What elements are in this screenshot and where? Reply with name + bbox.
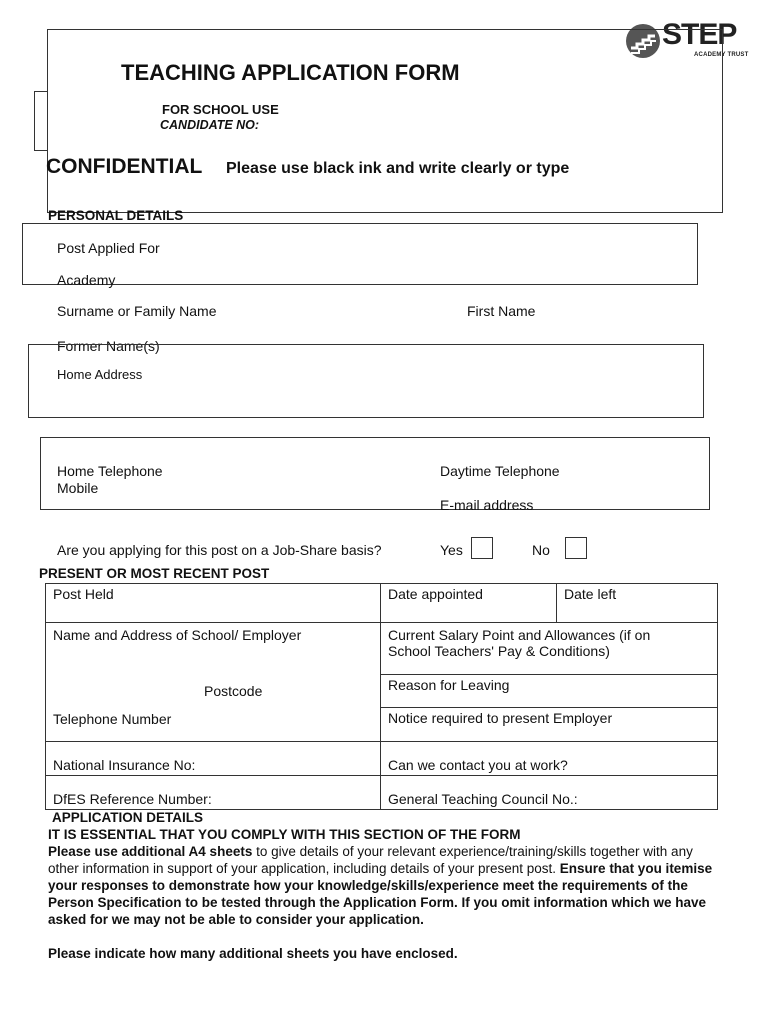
academy-label: Academy [57, 272, 116, 288]
employer-address-label: Name and Address of School/ Employer [53, 627, 302, 643]
reason-leaving-label: Reason for Leaving [388, 677, 510, 693]
school-use-label: FOR SCHOOL USE [162, 102, 279, 117]
date-appointed-cell[interactable] [381, 584, 557, 623]
home-address-label: Home Address [57, 367, 143, 382]
school-use-box [34, 91, 48, 151]
notice-cell[interactable] [381, 708, 718, 742]
date-left-label: Date left [564, 586, 617, 602]
first-name-label: First Name [467, 303, 536, 319]
yes-label: Yes [440, 542, 463, 558]
ink-instruction: Please use black ink and write clearly or type [226, 160, 570, 177]
former-names-label: Former Name(s) [57, 338, 160, 354]
date-appointed-label: Date appointed [388, 586, 483, 602]
confidential-label: CONFIDENTIAL [46, 155, 203, 178]
contact-work-cell[interactable] [381, 742, 718, 776]
dfes-label: DfES Reference Number: [53, 791, 212, 807]
dfes-cell[interactable] [46, 776, 381, 810]
form-title: TEACHING APPLICATION FORM [121, 60, 460, 85]
application-instructions [48, 826, 718, 962]
salary-cell[interactable] [381, 623, 718, 675]
employer-address-cell[interactable] [46, 623, 381, 742]
salary-label-line2: School Teachers' Pay & Conditions) [388, 643, 610, 659]
ni-label: National Insurance No: [53, 757, 196, 773]
instructions-paragraph [48, 843, 718, 928]
present-post-table [45, 583, 718, 810]
additional-sheets-prompt: Please indicate how many additional sheets you have enclosed. [48, 946, 458, 961]
post-held-label: Post Held [53, 586, 114, 602]
daytime-telephone-label: Daytime Telephone [440, 463, 560, 479]
notice-label: Notice required to present Employer [388, 710, 613, 726]
logo-subtitle: ACADEMY TRUST [694, 52, 749, 58]
header-box [47, 29, 723, 213]
present-post-heading: PRESENT OR MOST RECENT POST [39, 566, 270, 581]
mobile-label: Mobile [57, 480, 99, 496]
application-details-heading: APPLICATION DETAILS [52, 810, 203, 825]
instructions-bold-1: Please use additional A4 sheets [48, 844, 253, 859]
personal-details-heading: PERSONAL DETAILS [48, 208, 184, 223]
essential-notice: IT IS ESSENTIAL THAT YOU COMPLY WITH THIS SECTION OF THE FORM [48, 827, 521, 842]
yes-checkbox[interactable] [471, 537, 493, 559]
home-telephone-label: Home Telephone [57, 463, 163, 479]
job-share-question: Are you applying for this post on a Job-Share basis? [57, 542, 382, 558]
no-label: No [532, 542, 550, 558]
gtc-cell[interactable] [381, 776, 718, 810]
salary-label-line1: Current Salary Point and Allowances (if on [388, 627, 651, 643]
post-applied-label: Post Applied For [57, 240, 160, 256]
contact-work-label: Can we contact you at work? [388, 757, 568, 773]
postcode-label: Postcode [204, 683, 263, 699]
candidate-no-label: CANDIDATE NO: [160, 118, 260, 132]
instructions-bold-2: Ensure that you itemise your responses to demonstrate how your knowledge/skills/experience meet the requirements of the Person Specification to be tested through the Application Form. If you omit information which we have asked for we may not be able to consider your application. [48, 861, 713, 927]
date-left-cell[interactable] [557, 584, 718, 623]
post-held-cell[interactable] [46, 584, 381, 623]
reason-leaving-cell[interactable] [381, 675, 718, 708]
ni-cell[interactable] [46, 742, 381, 776]
gtc-label: General Teaching Council No.: [388, 791, 578, 807]
logo-name: STEP [662, 18, 737, 51]
email-label: E-mail address [440, 497, 534, 513]
surname-label: Surname or Family Name [57, 303, 217, 319]
no-checkbox[interactable] [565, 537, 587, 559]
instructions-normal: to give details of your relevant experience/training/skills together with any other information in support of your application, including details of your present post. [48, 844, 693, 876]
telephone-number-label: Telephone Number [53, 711, 172, 727]
